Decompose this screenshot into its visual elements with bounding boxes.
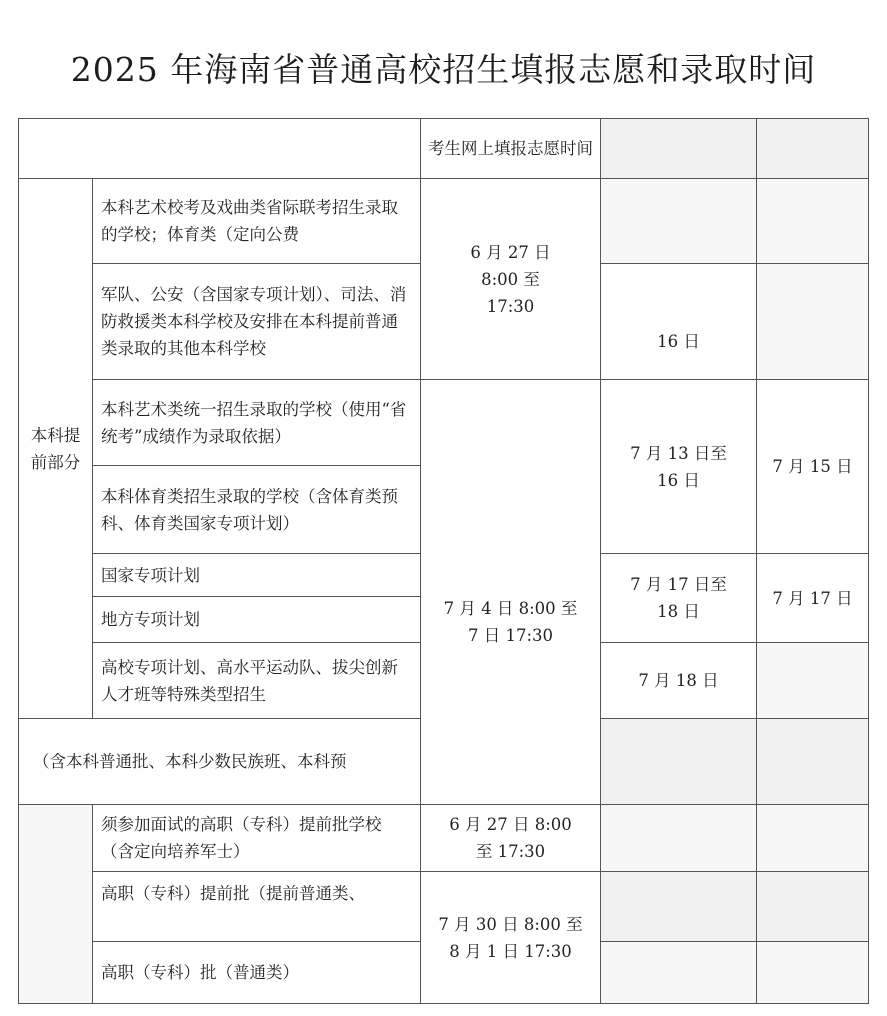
col5-text-2: 7 月 17 日 xyxy=(772,588,853,608)
col4-blurred xyxy=(601,179,757,264)
category-text: 军队、公安（含国家专项计划）、司法、消防救援类本科学校及安排在本科提前普通类录取的其他本科学校 xyxy=(101,285,407,358)
col4-cell-3 xyxy=(601,554,757,643)
time-text-4: 7 月 30 日 8:00 至 8 月 1 日 17:30 xyxy=(438,914,583,961)
category-cell xyxy=(93,380,421,466)
header-fill-time-text: 考生网上填报志愿时间 xyxy=(428,138,593,158)
col5-blurred xyxy=(757,179,869,264)
col5-cell-2 xyxy=(757,554,869,643)
table-row xyxy=(19,872,869,942)
col5-blurred xyxy=(757,805,869,872)
col4-text-3: 7 月 17 日至 18 日 xyxy=(630,575,727,621)
col5-blurred xyxy=(757,872,869,942)
col4-blurred xyxy=(601,719,757,805)
category-cell xyxy=(93,554,421,597)
category-cell xyxy=(93,942,421,1004)
category-cell xyxy=(93,264,421,380)
col5-text-1: 7 月 15 日 xyxy=(772,457,853,476)
col5-blurred xyxy=(757,264,869,380)
category-cell xyxy=(93,643,421,719)
col5-blurred xyxy=(757,719,869,805)
col4-blurred xyxy=(601,872,757,942)
time-text-1: 6 月 27 日 8:00 至 17:30 xyxy=(470,242,551,316)
category-cell xyxy=(93,597,421,643)
table-header-row xyxy=(19,119,869,179)
header-blank-cell xyxy=(19,119,421,179)
category-text: 本科体育类招生录取的学校（含体育类预科、体育类国家专项计划） xyxy=(101,486,398,533)
schedule-table xyxy=(18,118,869,1004)
time-text-2: 7 月 4 日 8:00 至 7 日 17:30 xyxy=(443,599,578,645)
col4-blurred xyxy=(601,805,757,872)
time-cell-3 xyxy=(421,805,601,872)
category-cell xyxy=(93,179,421,264)
category-cell xyxy=(93,805,421,872)
table-row xyxy=(19,805,869,872)
category-text: 高职（专科）批（普通类） xyxy=(101,963,299,982)
time-cell-4 xyxy=(421,872,601,1004)
category-text: 须参加面试的高职（专科）提前批学校（含定向培养军士） xyxy=(101,815,382,861)
col4-cell-2 xyxy=(601,380,757,554)
col5-blurred xyxy=(757,942,869,1004)
table-row xyxy=(19,380,869,466)
category-text: 国家专项计划 xyxy=(101,565,200,585)
putong-text: （含本科普通批、本科少数民族班、本科预 xyxy=(33,752,347,771)
time-cell-1 xyxy=(421,179,601,380)
col4-blurred xyxy=(601,942,757,1004)
header-col5-blurred xyxy=(757,119,869,179)
category-cell xyxy=(93,872,421,942)
section-label-tiqian xyxy=(19,179,93,719)
time-cell-2 xyxy=(421,380,601,805)
table-row xyxy=(19,179,869,264)
category-text: 本科艺术类统一招生录取的学校（使用“省统考”成绩作为录取依据） xyxy=(101,399,407,446)
category-text: 高职（专科）提前批（提前普通类、 xyxy=(101,884,365,903)
category-text: 高校专项计划、高水平运动队、拔尖创新人才班等特殊类型招生 xyxy=(101,657,398,704)
time-text-3: 6 月 27 日 8:00 至 17:30 xyxy=(449,815,572,861)
col4-cell-4 xyxy=(601,643,757,719)
category-text: 本科艺术校考及戏曲类省际联考招生录取的学校；体育类（定向公费 xyxy=(101,198,398,244)
putong-cell xyxy=(19,719,421,805)
category-cell xyxy=(93,466,421,554)
page-title: 2025 年海南省普通高校招生填报志愿和录取时间 xyxy=(70,50,817,89)
section-label-blurred xyxy=(19,805,93,1004)
section-label-text: 本科提前部分 xyxy=(30,425,81,472)
col5-cell-1 xyxy=(757,380,869,554)
category-text: 地方专项计划 xyxy=(101,610,200,629)
col4-text-2: 7 月 13 日至 16 日 xyxy=(630,443,727,490)
col4-cell-1 xyxy=(601,264,757,380)
col5-blurred xyxy=(757,643,869,719)
col4-text-4: 7 月 18 日 xyxy=(638,671,719,690)
header-fill-time xyxy=(421,119,601,179)
col4-text-1: 16 日 xyxy=(657,332,700,351)
header-col4-blurred xyxy=(601,119,757,179)
